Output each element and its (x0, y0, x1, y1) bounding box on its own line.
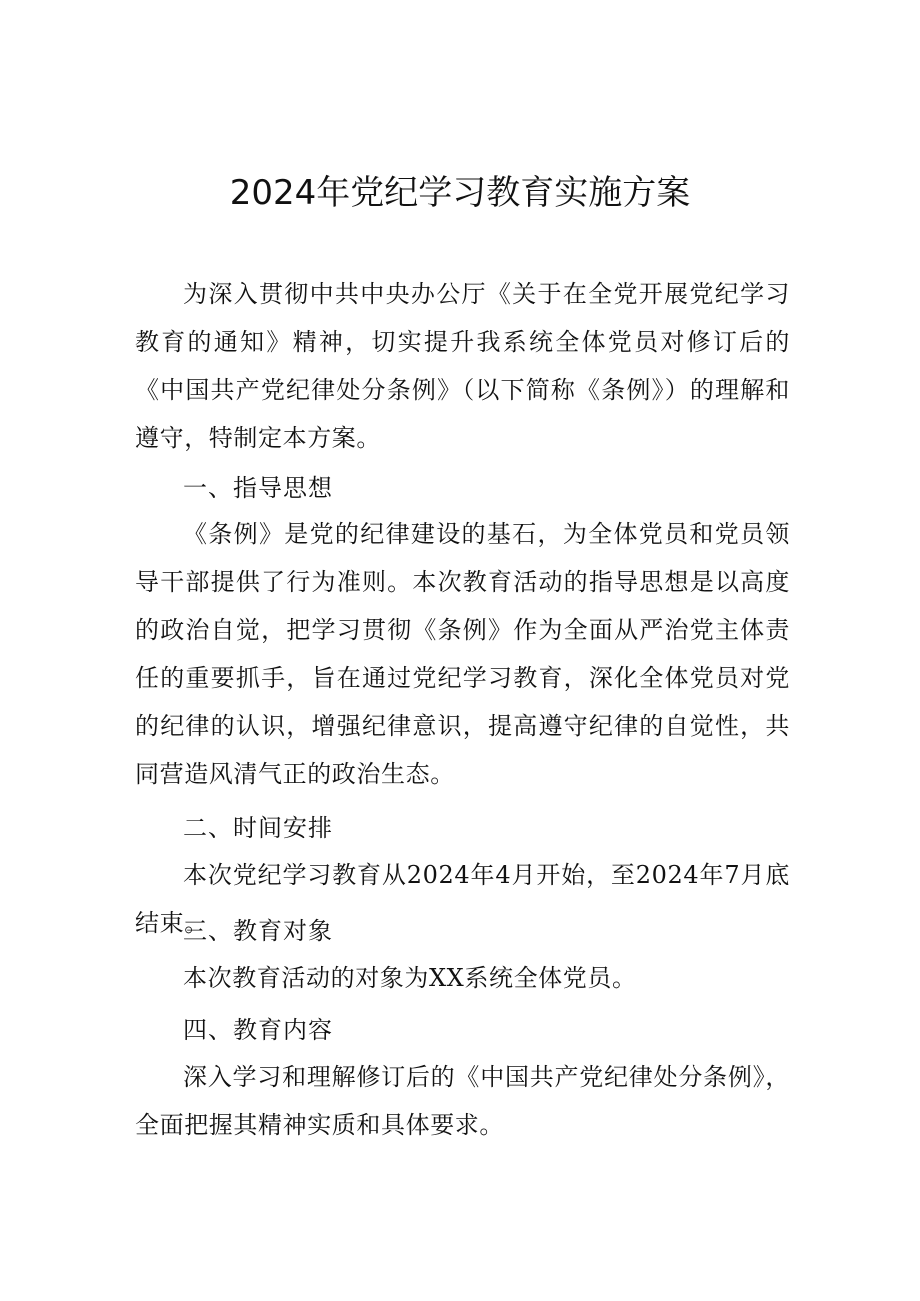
section-body-content: 深入学习和理解修订后的《中国共产党纪律处分条例》，全面把握其精神实质和具体要求。 (135, 1063, 790, 1139)
section-heading-guiding-ideology: 一、指导思想 (183, 474, 333, 502)
section-body-audience: 本次教育活动的对象为XX系统全体党员。 (183, 964, 637, 992)
section-heading-content: 四、教育内容 (183, 1016, 333, 1044)
document-title: 2024年党纪学习教育实施方案 (229, 173, 691, 213)
section-heading-schedule: 二、时间安排 (183, 814, 333, 842)
section-heading-audience: 三、教育对象 (183, 917, 333, 945)
section-body-guiding-ideology: 《条例》是党的纪律建设的基石，为全体党员和党员领导干部提供了行为准则。本次教育活动的指导思想是以高度的政治自觉，把学习贯彻《条例》作为全面从严治党主体责任的重要抓手，旨在通过党纪学习教育，深化全体党员对党的纪律的认识，增强纪律意识，提高遵守纪律的自觉性，共同营造风清气正的政治生态。 (135, 520, 790, 788)
section-body-schedule: 本次党纪学习教育从2024年4月开始，至2024年7月底结束。 (135, 861, 790, 937)
intro-paragraph: 为深入贯彻中共中央办公厅《关于在全党开展党纪学习教育的通知》精神，切实提升我系统全体党员对修订后的《中国共产党纪律处分条例》（以下简称《条例》）的理解和遵守，特制定本方案。 (135, 280, 790, 452)
